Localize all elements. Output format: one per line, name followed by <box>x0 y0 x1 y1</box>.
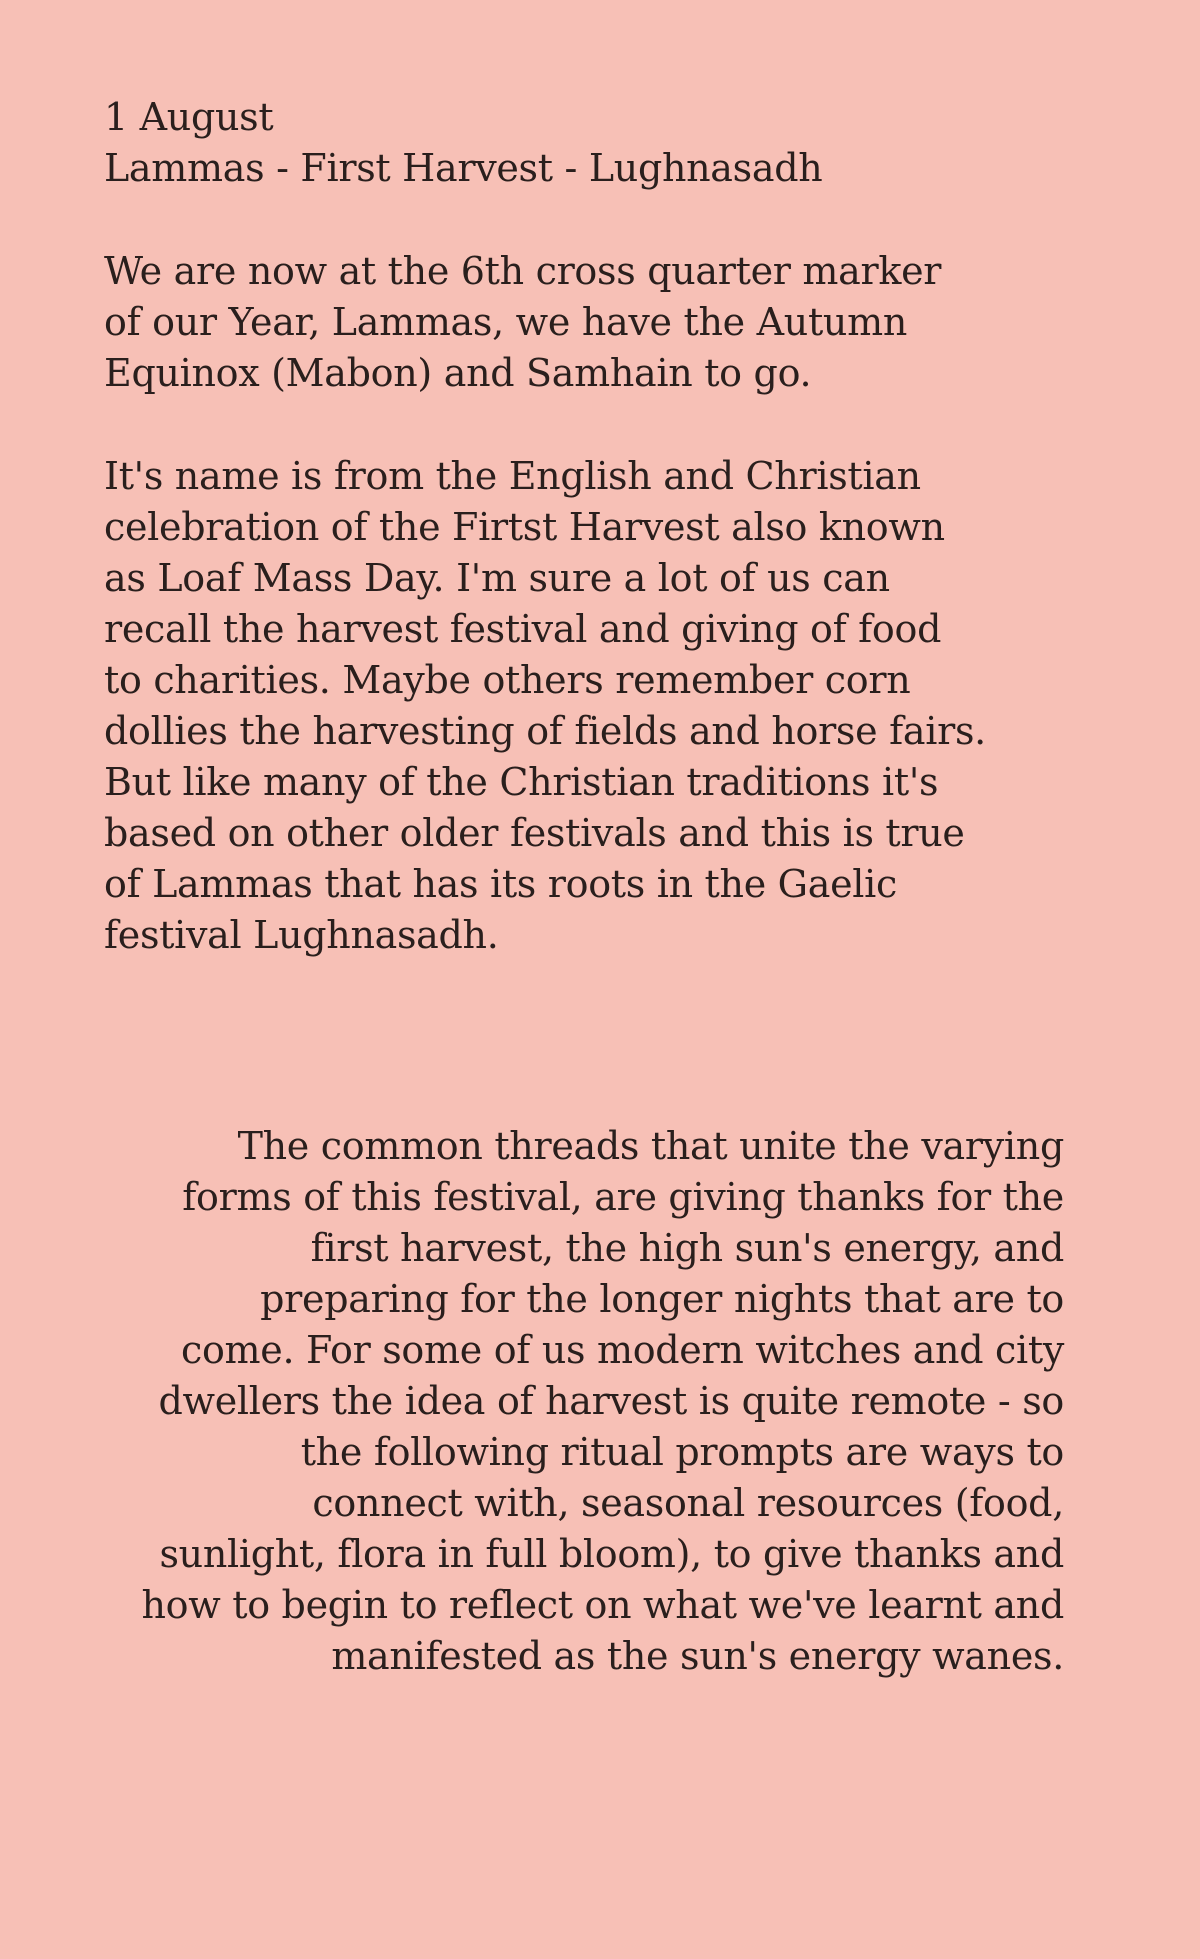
text-line: celebration of the Firtst Harvest also known <box>104 505 945 549</box>
text-line: It's name is from the English and Christian <box>104 454 921 498</box>
text-line: manifested as the sun's energy wanes. <box>331 1634 1064 1678</box>
intro-paragraph <box>104 246 1104 399</box>
page-title: Lammas - First Harvest - Lughnasadh <box>104 146 823 190</box>
text-line: the following ritual prompts are ways to <box>300 1430 1064 1474</box>
text-line: But like many of the Christian traditions it's <box>104 760 939 804</box>
text-line: festival Lughnasadh. <box>104 913 499 957</box>
text-line: The common threads that unite the varying <box>237 1124 1064 1168</box>
text-line: to charities. Maybe others remember corn <box>104 658 911 702</box>
text-line: forms of this festival, are giving thanks for the <box>182 1175 1064 1219</box>
text-line: how to begin to reflect on what we've learnt and <box>141 1583 1064 1627</box>
text-line: dollies the harvesting of fields and horse fairs. <box>104 709 986 753</box>
threads-paragraph <box>64 1121 1064 1682</box>
text-line: connect with, seasonal resources (food, <box>312 1481 1064 1525</box>
text-line: of our Year, Lammas, we have the Autumn <box>104 300 907 344</box>
date-heading: 1 August <box>104 95 274 139</box>
text-line: recall the harvest festival and giving of food <box>104 607 942 651</box>
text-line: We are now at the 6th cross quarter marker <box>104 249 942 293</box>
page-header <box>104 92 1104 194</box>
text-line: first harvest, the high sun's energy, and <box>310 1226 1064 1270</box>
text-line: sunlight, flora in full bloom), to give thanks and <box>159 1532 1064 1576</box>
text-line: based on other older festivals and this is true <box>104 811 965 855</box>
text-line: as Loaf Mass Day. I'm sure a lot of us can <box>104 556 890 600</box>
text-line: Equinox (Mabon) and Samhain to go. <box>104 351 812 395</box>
text-line: dwellers the idea of harvest is quite remote - so <box>158 1379 1064 1423</box>
history-paragraph <box>104 451 1104 961</box>
text-line: come. For some of us modern witches and city <box>180 1328 1064 1372</box>
text-line: of Lammas that has its roots in the Gaelic <box>104 862 897 906</box>
text-line: preparing for the longer nights that are to <box>260 1277 1064 1321</box>
